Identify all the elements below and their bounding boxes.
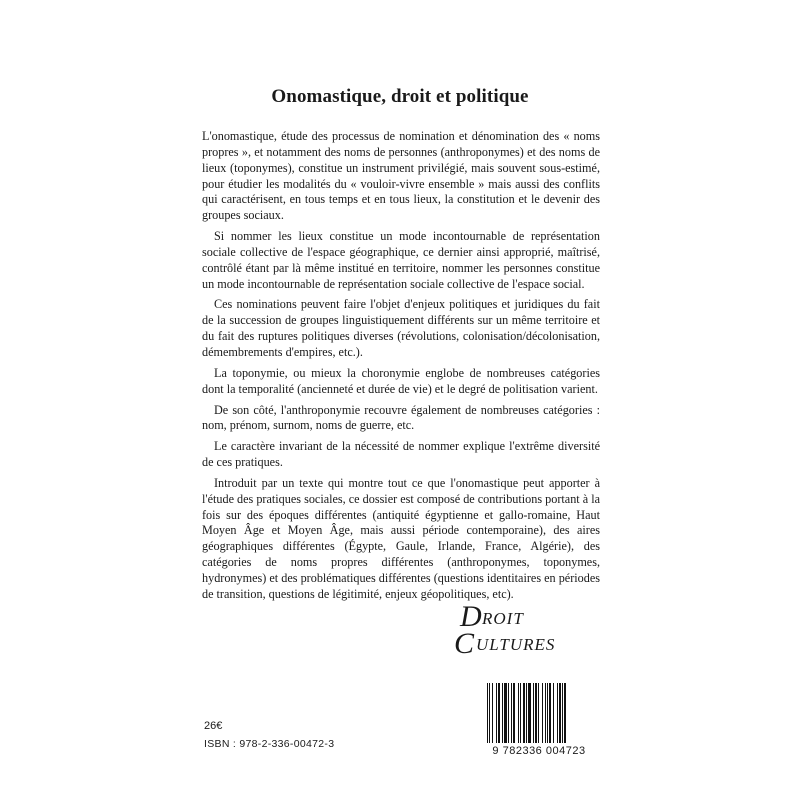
- price: 26€: [204, 720, 223, 732]
- paragraph: Si nommer les lieux constitue un mode incontournable de représentation sociale collective de l'espace géographique, ce dernier ainsi approprié, maîtrisé, contrôlé étant par là même institué en territoire, nommer les personnes constitue un mode incontournable de représentation sociale collective de l'espace social.: [202, 229, 600, 291]
- barcode-number: 9 782336 004723: [492, 745, 586, 757]
- paragraph: L'onomastique, étude des processus de nomination et dénomination des « noms propres », et notamment des noms de personnes (anthroponymes) et des noms de lieux (toponymes), constitue un instrument privilégié, mais souvent sous-estimé, pour étudier les modalités du « vouloir-vivre ensemble » mais aussi des conflits qui caractérisent, en tous temps et en tous lieux, la constitution et le devenir des groupes sociaux.: [202, 129, 600, 223]
- isbn: ISBN : 978-2-336-00472-3: [204, 738, 335, 750]
- logo-word-cultures: ULTURES: [476, 635, 556, 654]
- book-title: Onomastique, droit et politique: [271, 86, 529, 107]
- barcode-icon: [485, 683, 597, 743]
- paragraph: Ces nominations peuvent faire l'objet d'enjeux politiques et juridiques du fait de la succession de groupes linguistiquement différents sur un même territoire et du fait des ruptures politiques diverses (révolutions, colonisation/décolonisation, démembrements d'empires, etc.).: [202, 297, 600, 359]
- logo-initial-c: C: [454, 627, 475, 660]
- barcode-block: [478, 683, 600, 763]
- logo-initial-d: D: [460, 600, 482, 633]
- paragraph: Le caractère invariant de la nécessité de nommer explique l'extrême diversité de ces pratiques.: [202, 439, 600, 470]
- droit-cultures-logo: [452, 596, 592, 660]
- paragraph: De son côté, l'anthroponymie recouvre également de nombreuses catégories : nom, prénom, surnom, noms de guerre, etc.: [202, 402, 600, 433]
- paragraph: Introduit par un texte qui montre tout ce que l'onomastique peut apporter à l'étude des pratiques sociales, ce dossier est composé de contributions portant à la fois sur des époques différentes (antiquité égyptienne et gallo-romaine, Haut Moyen Âge et Moyen Âge, mais aussi période contemporaine), des aires géographiques différentes (Égypte, Gaule, Irlande, France, Algérie), des catégories de noms propres différentes (anthroponymes, toponymes, hydronymes) et des problématiques différentes (questions identitaires en périodes de transition, questions de légitimité, enjeux géopolitiques, etc).: [202, 475, 600, 601]
- back-cover-text: [202, 129, 600, 608]
- paragraph: La toponymie, ou mieux la choronymie englobe de nombreuses catégories dont la temporalité (ancienneté et durée de vie) et le degré de politisation varient.: [202, 365, 600, 396]
- logo-word-droit: ROIT: [482, 609, 524, 628]
